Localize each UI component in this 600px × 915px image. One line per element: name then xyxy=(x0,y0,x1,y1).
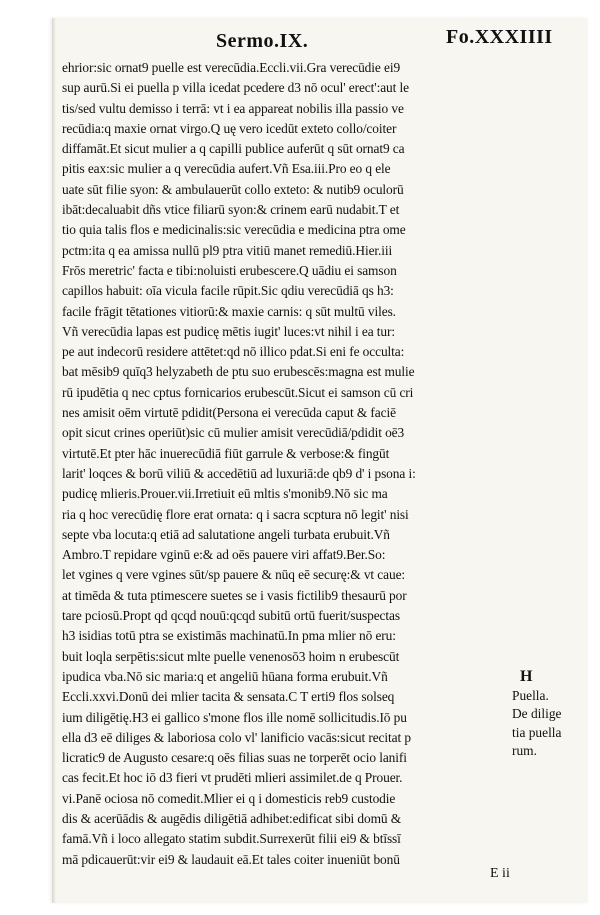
text-line: mā pdicauerūt:vir ei9 & laudauit eā.Et tales coiter inueniūt bonū xyxy=(62,851,400,867)
text-line: virtutē.Et pter hāc inuerecūdiā fiūt garrule & verbose:& fingūt xyxy=(62,445,390,461)
margin-note: De dilige xyxy=(512,706,562,721)
text-line: uate sūt filie syon: & ambulauerūt collo exteto: & nutib9 oculorū xyxy=(62,181,404,197)
text-line: capillos habuit: oīa vicula facile rūpit.Sic qdiu verecūdiā qs h3: xyxy=(62,283,394,299)
text-line: opit sicut crines operiūt)sic cū mulier amisit verecūdiā/pdidit oē3 xyxy=(62,425,405,441)
text-line: rū ipudētia q nec cptus fornicarios erubescūt.Sicut ei samson cū cri xyxy=(62,384,414,400)
main-text-block xyxy=(62,58,512,870)
signature-mark: E ii xyxy=(490,866,510,881)
text-line: cas fecit.Et hoc iō d3 fieri vt prudēti mlieri assimilet.de q Prouer. xyxy=(62,770,403,786)
running-title: Sermo.IX. xyxy=(216,30,309,52)
text-line: famā.Vñ i loco allegato statim subdit.Surrexerūt filii ei9 & btīssī xyxy=(62,831,401,847)
margin-note: rum. xyxy=(512,743,537,758)
text-line: nes amisit oēm virtutē pdidit(Persona ei verecūda caput & faciē xyxy=(62,405,396,421)
margin-note: Puella. xyxy=(512,687,549,703)
text-line: pe aut indecorū residere attētet:qd nō illico pdat.Si eni fe occulta: xyxy=(62,344,405,360)
text-line: let vgines q vere vgines sūt/sp pauere & nūq eē securę:& vt caue: xyxy=(62,567,406,583)
page-header xyxy=(52,26,588,54)
text-line: facile frāgit tētationes vitiorū:& maxie carnis: q sūt multū viles. xyxy=(62,303,396,319)
book-page xyxy=(52,18,588,903)
gutter-shadow xyxy=(52,18,56,903)
text-line: bat mēsib9 quīq3 helyzabeth de ptu suo erubescēs:magna est mulie xyxy=(62,364,415,380)
text-line: ella d3 eē diliges & laboriosa colo vl' lanificio vacās:sicut recitat p xyxy=(62,729,411,745)
text-line: Ambro.T repidare vginū e:& ad oēs pauere viri affat9.Ber.So: xyxy=(62,547,386,563)
text-line: tis/sed vultu demisso i terrā: vt i ea appareat nobilis illa passio ve xyxy=(62,100,404,116)
text-line: sup aurū.Si ei puella p villa icedat pcedere d3 nō ocul' erect':aut le xyxy=(62,80,409,96)
text-line: tio quia talis flos e medicinalis:sic verecūdia e medicina ptra ome xyxy=(62,222,406,238)
text-line: ehrior:sic ornat9 puelle est verecūdia.Eccli.vii.Gra verecūdie ei9 xyxy=(62,60,401,75)
text-line: buit loqla serpētis:sicut mlte puelle venenosō3 hoim n erubescūt xyxy=(62,648,400,664)
text-line: ium diligētię.H3 ei gallico s'mone flos ille nomē sollicitudis.Iō pu xyxy=(62,709,407,725)
text-line: Eccli.xxvi.Donū dei mlier tacita & sensata.C T erti9 flos solseq xyxy=(62,689,395,705)
text-line: tare pciosū.Propt qd qcqd nouū:qcqd subitū ortū fuerit/suspectas xyxy=(62,608,400,624)
text-line: Frōs meretric' facta e tibi:noluisti erubescere.Q uādiu ei samson xyxy=(62,262,397,278)
margin-note: tia puella xyxy=(512,724,562,740)
text-line: at timēda & tuta ptimescere suetes se i vasis fictilib9 thesaurū por xyxy=(62,587,407,603)
text-line: licratic9 de Augusto cesare:q oēs filias suas ne torperēt ocio lanifi xyxy=(62,750,407,766)
text-line: recūdia:q maxie ornat virgo.Q uę vero icedūt exteto collo/coiter xyxy=(62,120,397,136)
text-line: pctm:ita q ea amissa nullū pl9 ptra vitiū manet remediū.Hier.iii xyxy=(62,242,393,258)
text-line: ria q hoc verecūdię flore erat ornata: q i sacra scptura nō legit' nisi xyxy=(62,506,409,522)
text-line: pudicę mlieris.Prouer.vii.Irretiuit eū mltis s'monib9.Nō sic ma xyxy=(62,486,388,502)
text-line: septe vba locuta:q etiā ad salutatione angeli turbata erubuit.Vñ xyxy=(62,526,390,542)
margin-note: H xyxy=(520,668,533,685)
text-line: diffamāt.Et sicut mulier a q capilli publice auferūt q sūt ornat9 ca xyxy=(62,141,405,157)
margin-notes xyxy=(512,668,588,761)
text-line: Vñ verecūdia lapas est pudicę mētis iugit' luces:vt nihil i ea tur: xyxy=(62,323,395,339)
text-line: larit' loqces & borū viliū & accedētiū ad luxuriā:de qb9 d' i psona i: xyxy=(62,465,416,481)
text-line: ipudica vba.Nō sic maria:q et angeliū hūana forma erubuit.Vñ xyxy=(62,668,388,684)
text-line: vi.Panē ociosa nō comedit.Mlier ei q i domesticis reb9 custodie xyxy=(62,790,396,806)
folio-number: Fo.XXXIIII xyxy=(446,26,553,48)
text-line: h3 isidias totū ptra se existimās machinatū.In pma mlier nō eru: xyxy=(62,628,396,644)
text-line: ibāt:decaluabit dñs vtice filiarū syon:& crinem earū nudabit.T et xyxy=(62,202,400,218)
text-line: pitis eax:sic mulier a q verecūdia aufert.Vñ Esa.iii.Pro eo q ele xyxy=(62,161,391,177)
text-line: dis & acerūādis & augēdis diligētiā adhibet:edificat sibi domū & xyxy=(62,810,402,826)
